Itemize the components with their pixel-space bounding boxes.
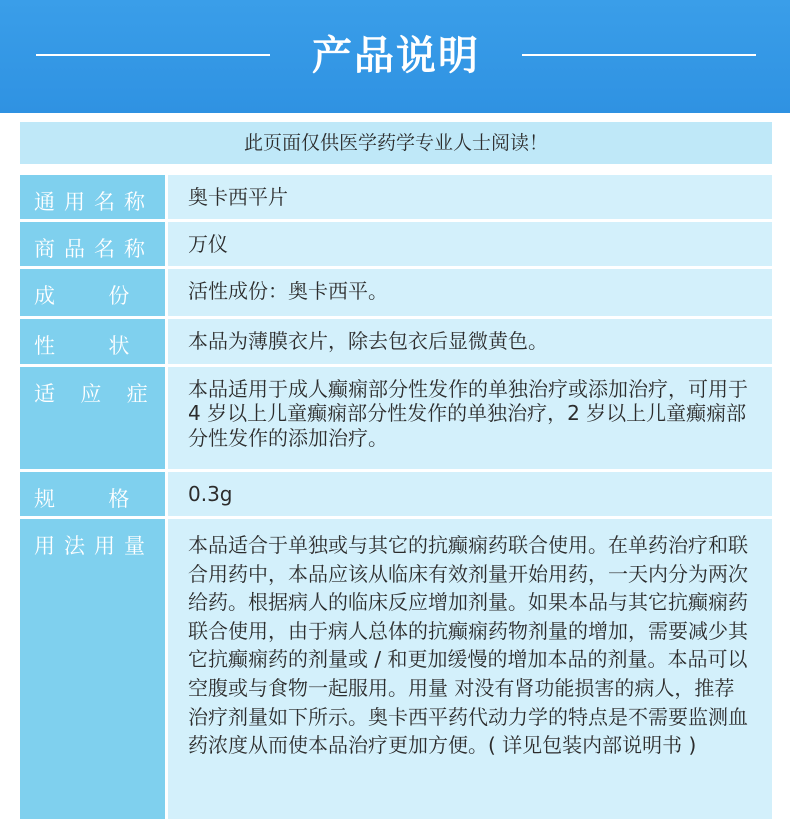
row-value: 本品为薄膜衣片，除去包衣后显微黄色。 [168,319,772,364]
row-label: 通用名称 [20,175,165,219]
header-banner [0,0,790,113]
row-label: 适 应 症 [20,367,165,469]
row-label: 性 状 [20,319,165,364]
row-ingredients [20,269,772,316]
header-divider-left [36,54,270,56]
row-specification [20,472,772,516]
professional-notice: 此页面仅供医学药学专业人士阅读！ [20,122,772,164]
row-label: 商品名称 [20,222,165,266]
row-indications [20,367,772,469]
row-label: 成 份 [20,269,165,316]
row-value: 活性成份：奥卡西平。 [168,269,772,316]
row-value: 本品适合于单独或与其它的抗癫痫药联合使用。在单药治疗和联合用药中，本品应该从临床有效剂量开始用药，一天内分为两次给药。根据病人的临床反应增加剂量。如果本品与其它抗癫痫药联合使用，由于病人总体的抗癫痫药物剂量的增加，需要减少其它抗癫痫药的剂量或 / 和更加缓慢的增加本品的剂量。本品可以空腹或与食物一起服用。用量 对没有肾功能损害的病人，推荐治疗剂量如下所示。奥卡西平药代动力学的特点是不需要监测血药浓度从而使本品治疗更加方便。( 详见包装内部说明书 ) [168,519,772,819]
header-divider-right [522,54,756,56]
row-generic-name [20,175,772,219]
row-value: 本品适用于成人癫痫部分性发作的单独治疗或添加治疗，可用于 4 岁以上儿童癫痫部分性发作的单独治疗，2 岁以上儿童癫痫部分性发作的添加治疗。 [168,367,772,469]
row-brand-name [20,222,772,266]
row-value: 0.3g [168,472,772,516]
page-title: 产品说明 [312,33,480,79]
row-dosage [20,519,772,819]
row-value: 奥卡西平片 [168,175,772,219]
row-label: 规 格 [20,472,165,516]
row-label: 用法用量 [20,519,165,819]
row-description [20,319,772,364]
row-value: 万仪 [168,222,772,266]
